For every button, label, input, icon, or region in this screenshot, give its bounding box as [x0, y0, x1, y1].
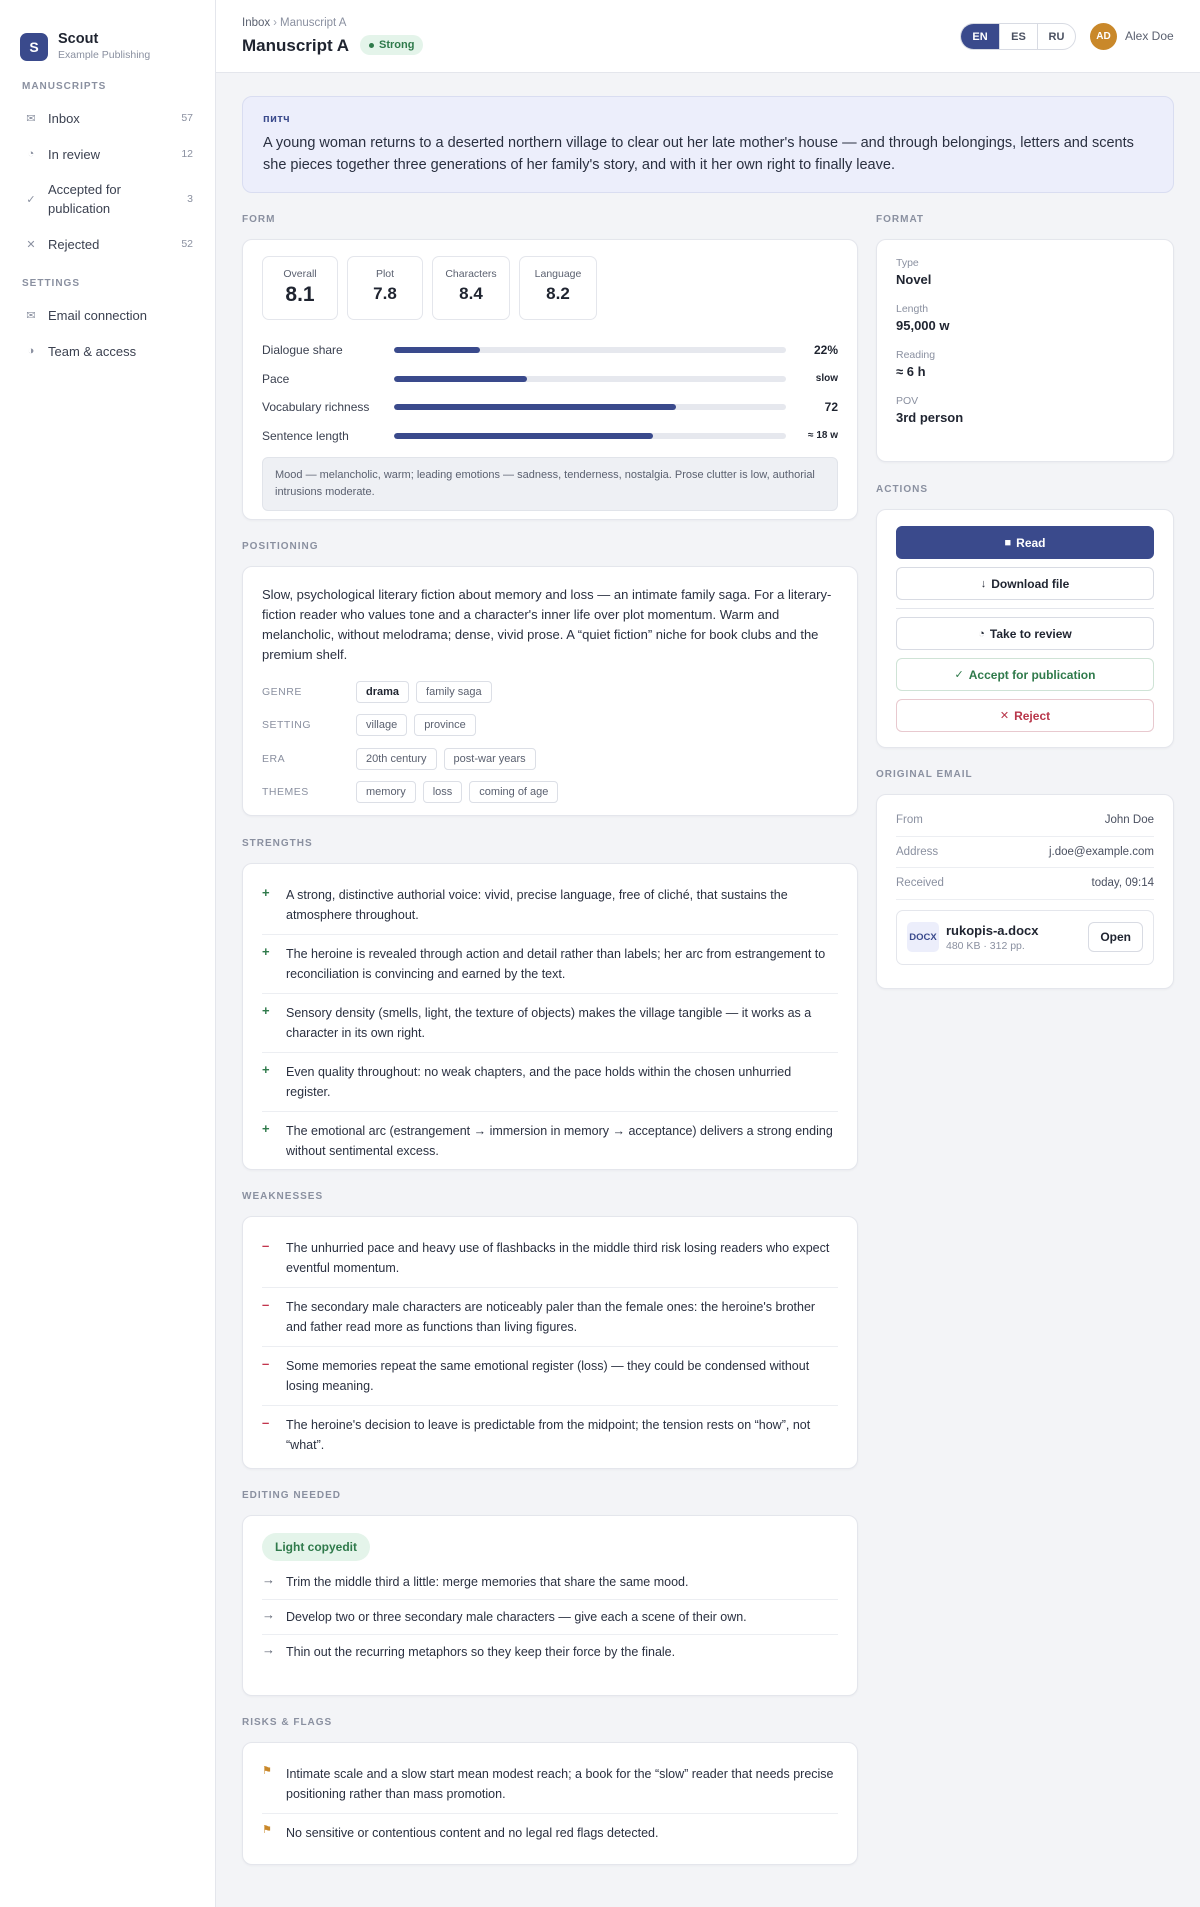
brand-name: Scout [58, 31, 99, 47]
email-value: today, 09:14 [1091, 877, 1154, 890]
list-item [262, 1755, 838, 1814]
score-characters [432, 256, 510, 320]
format-length [896, 303, 1154, 333]
lang-ru-button[interactable]: RU [1037, 24, 1075, 49]
tag: coming of age [469, 781, 558, 803]
tag: province [414, 714, 476, 736]
strengths-list [243, 864, 857, 1170]
section-manuscripts: MANUSCRIPTS [22, 81, 107, 92]
metric-value: 22% [813, 343, 838, 358]
pitch-panel [242, 96, 1174, 193]
avatar[interactable]: AD [1090, 23, 1117, 50]
attachment-meta: 480 KB · 312 pp. [946, 939, 1025, 952]
list-item-text: The heroine's decision to leave is predictable from the midpoint; the tension rests on “how”, not “what”. [286, 1418, 811, 1452]
risks-list [243, 1743, 857, 1852]
sidebar-item-count: 52 [181, 238, 193, 250]
header [216, 0, 1200, 73]
book-icon: ■ [1004, 536, 1012, 549]
flag-icon: ⚑ [262, 1765, 272, 1777]
metric-pace [262, 365, 838, 394]
format-value: ≈ 6 h [896, 364, 926, 379]
review-button-label: Take to review [989, 626, 1072, 641]
list-item [262, 994, 838, 1053]
metric-label: Sentence length [262, 428, 349, 443]
sidebar-item-label: In review [48, 146, 101, 162]
sidebar-item-count: 3 [187, 193, 193, 205]
brand-logo: S [20, 33, 48, 61]
format-card [876, 239, 1174, 462]
minus-icon: – [262, 1297, 270, 1312]
metric-bar [394, 433, 786, 439]
read-button-label: Read [1016, 535, 1046, 550]
list-item-text: No sensitive or contentious content and no legal red flags detected. [286, 1826, 659, 1840]
format-section-label: FORMAT [876, 214, 925, 225]
score-overall [262, 256, 338, 320]
accept-button[interactable] [896, 658, 1154, 691]
list-item-text: Trim the middle third a little: merge memories that share the same mood. [286, 1575, 689, 1589]
metric-bar [394, 404, 786, 410]
plus-icon: + [262, 1121, 270, 1136]
risks-section-label: RISKS & FLAGS [242, 1717, 333, 1728]
arrow-right-icon: → [262, 1572, 275, 1587]
user-name[interactable]: Alex Doe [1125, 29, 1174, 43]
metric-sentence-length [262, 422, 838, 451]
list-item-text: Intimate scale and a slow start mean modest reach; a book for the “slow” reader that needs precise positioning rather than mass promotion. [286, 1767, 834, 1801]
tag-row-label: GENRE [262, 685, 302, 698]
form-card [242, 239, 858, 520]
list-item [262, 1347, 838, 1406]
metric-dialogue-share [262, 336, 838, 365]
actions-section-label: ACTIONS [876, 484, 928, 495]
tag-row-label: THEMES [262, 786, 309, 799]
brand [0, 0, 215, 72]
strengths-section-label: STRENGTHS [242, 838, 313, 849]
metric-bar-fill [394, 404, 676, 410]
metric-label: Dialogue share [262, 343, 343, 358]
reject-button[interactable] [896, 699, 1154, 732]
brand-subtitle: Example Publishing [58, 49, 151, 61]
tag: family saga [416, 681, 492, 703]
list-item-text: Even quality throughout: no weak chapters, and the pace holds within the chosen unhurried register. [286, 1065, 792, 1099]
format-value: Novel [896, 272, 932, 287]
tag: memory [356, 781, 416, 803]
format-label: Reading [896, 349, 936, 361]
sidebar-item-in-review[interactable] [0, 136, 215, 172]
contrast-icon: ◑ [27, 345, 35, 357]
sidebar-item-count: 57 [181, 112, 193, 124]
sidebar-item-label: Team & access [48, 343, 137, 359]
metric-vocabulary-richness [262, 393, 838, 422]
email-value: John Doe [1104, 814, 1154, 827]
actions-list [877, 510, 1173, 756]
sidebar-item-count: 12 [181, 148, 193, 160]
format-label: POV [896, 395, 919, 407]
list-item-text: Sensory density (smells, light, the texture of objects) makes the village tangible — it works as a character in its own right. [286, 1006, 812, 1040]
divider [896, 608, 1154, 609]
list-item [262, 876, 838, 935]
close-icon: ✕ [999, 710, 1010, 722]
editing-card [242, 1515, 858, 1696]
list-item [262, 1053, 838, 1112]
metrics [243, 320, 857, 450]
plus-icon: + [262, 1003, 270, 1018]
metric-value: ≈ 18 w [808, 430, 838, 442]
breadcrumb [242, 17, 346, 29]
list-item [262, 1112, 838, 1170]
list-item [262, 1288, 838, 1347]
editing-list [243, 1561, 857, 1669]
list-item [262, 935, 838, 994]
form-section-label: FORM [242, 214, 276, 225]
format-value: 3rd person [896, 410, 964, 425]
metric-label: Vocabulary richness [262, 400, 370, 415]
weaknesses-list [243, 1217, 857, 1464]
sidebar-item-label: Accepted for publication [48, 182, 121, 216]
pitch-text: A young woman returns to a deserted northern village to clear out her late mother's house — and through belongings, letters and scents she pieces together three generations of her family's story, and with it her own right to finally leave. [263, 135, 1134, 173]
status-badge-label: Strong [379, 39, 415, 51]
section-settings: SETTINGS [22, 278, 81, 289]
breadcrumb-inbox-link[interactable]: Inbox [242, 17, 271, 29]
format-list [877, 240, 1173, 458]
sidebar-item-email-connection[interactable] [0, 297, 215, 333]
score-value: 8.1 [285, 283, 315, 306]
email-label: Received [896, 877, 944, 890]
score-value: 8.4 [459, 284, 483, 303]
list-item [262, 1565, 838, 1600]
email-card [876, 794, 1174, 989]
score-plot [347, 256, 423, 320]
lang-es-button[interactable]: ES [999, 24, 1037, 49]
metric-bar-fill [394, 376, 527, 382]
editing-section-label: EDITING NEEDED [242, 1490, 342, 1501]
format-value: 95,000 w [896, 318, 950, 333]
strengths-card [242, 863, 858, 1170]
email-address-row [896, 837, 1154, 869]
tag: drama [356, 681, 409, 703]
weaknesses-card [242, 1216, 858, 1469]
format-pov [896, 395, 1154, 425]
tag-row-genre [243, 675, 857, 709]
list-item-text: The secondary male characters are noticeably paler than the female ones: the heroine's brother and father read more as functions than living figures. [286, 1300, 816, 1334]
minus-icon: – [262, 1356, 270, 1371]
metric-bar [394, 376, 786, 382]
tag: post-war years [444, 748, 536, 770]
score-label: Plot [375, 268, 395, 280]
clock-icon: ◔ [27, 148, 35, 160]
tag-row-era [243, 742, 857, 776]
tag-row-label: SETTING [262, 719, 312, 732]
sidebar-item-team-access[interactable] [0, 333, 215, 369]
check-icon: ✓ [26, 193, 36, 206]
sidebar [0, 0, 216, 1907]
score-label: Overall [283, 268, 317, 280]
download-file-button[interactable] [896, 567, 1154, 600]
plus-icon: + [262, 1062, 270, 1077]
tag-row-themes [243, 776, 857, 810]
status-badge [360, 35, 423, 55]
sidebar-item-label: Email connection [48, 307, 147, 323]
clock-icon: ◔ [978, 627, 985, 640]
weaknesses-section-label: WEAKNESSES [242, 1191, 324, 1202]
tag-row-label: ERA [262, 752, 286, 765]
metric-value: slow [815, 373, 838, 385]
email-from-row [896, 805, 1154, 837]
pitch-label: питч [263, 113, 291, 125]
tag-row-setting [243, 709, 857, 743]
metric-label: Pace [262, 371, 290, 386]
list-item-text: Develop two or three secondary male characters — give each a scene of their own. [286, 1610, 747, 1624]
accept-button-label: Accept for publication [968, 667, 1096, 682]
metric-bar [394, 347, 786, 353]
minus-icon: – [262, 1415, 270, 1430]
tag: village [356, 714, 407, 736]
email-value: j.doe@example.com [1049, 845, 1154, 858]
sidebar-item-inbox[interactable] [0, 100, 215, 136]
email-label: From [896, 814, 923, 827]
list-item [262, 1635, 838, 1669]
email-label: Address [896, 845, 939, 858]
open-attachment-button[interactable]: Open [1088, 922, 1143, 952]
score-label: Characters [445, 268, 497, 280]
status-dot-icon [369, 43, 374, 48]
plus-icon: + [262, 885, 270, 900]
breadcrumb-current: Manuscript A [279, 17, 347, 29]
format-label: Type [896, 257, 919, 269]
list-item [262, 1229, 838, 1288]
metric-value: 72 [824, 400, 838, 415]
email-details [877, 795, 1173, 975]
list-item-text: A strong, distinctive authorial voice: vivid, precise language, free of cliché, that sustains the atmosphere throughout. [286, 888, 788, 922]
score-row [243, 240, 857, 320]
metric-bar-fill [394, 347, 480, 353]
risks-card [242, 1742, 858, 1865]
list-item-text: The heroine is revealed through action and detail rather than labels; her arc from estrangement to reconciliation is convincing and earned by the text. [286, 947, 826, 981]
close-icon: ✕ [26, 238, 36, 251]
plus-icon: + [262, 944, 270, 959]
minus-icon: – [262, 1238, 270, 1253]
actions-card [876, 509, 1174, 748]
arrow-right-icon: → [262, 1642, 275, 1657]
score-value: 8.2 [546, 284, 570, 303]
email-received-row [896, 868, 1154, 900]
docx-file-icon: DOCX [907, 922, 939, 952]
arrow-right-icon: → [262, 1607, 275, 1622]
score-label: Language [534, 268, 582, 280]
list-item-text: Some memories repeat the same emotional register (loss) — they could be condensed without losing meaning. [286, 1359, 810, 1393]
language-switcher [960, 23, 1076, 50]
attachment-name: rukopis-a.docx [946, 922, 1039, 938]
list-item-text: Thin out the recurring metaphors so they keep their force by the finale. [286, 1645, 676, 1659]
list-item [262, 1600, 838, 1635]
sidebar-item-rejected[interactable] [0, 226, 215, 262]
mail-icon: ✉ [26, 309, 36, 322]
reject-button-label: Reject [1014, 708, 1051, 723]
check-icon: ✓ [954, 669, 964, 681]
flag-icon: ⚑ [262, 1824, 272, 1836]
page-title: Manuscript A [242, 36, 350, 55]
take-to-review-button[interactable] [896, 617, 1154, 650]
positioning-card [242, 566, 858, 816]
format-label: Length [896, 303, 929, 315]
score-value: 7.8 [373, 284, 397, 303]
list-item-text: The emotional arc (estrangement → immersion in memory → acceptance) delivers a strong ending without sentimental excess. [286, 1124, 833, 1158]
format-reading [896, 349, 1154, 379]
metric-bar-fill [394, 433, 653, 439]
email-section-label: ORIGINAL EMAIL [876, 769, 973, 780]
download-button-label: Download file [991, 576, 1070, 591]
sidebar-item-label: Inbox [48, 110, 80, 126]
sidebar-item-accepted[interactable] [0, 172, 215, 226]
list-item [262, 1406, 838, 1464]
score-language [519, 256, 597, 320]
mail-icon: ✉ [26, 112, 36, 125]
editing-level-badge: Light copyedit [262, 1533, 370, 1561]
breadcrumb-separator: › [273, 17, 277, 29]
download-icon: ↓ [980, 577, 987, 590]
lang-en-button[interactable]: EN [961, 24, 999, 49]
tag: loss [423, 781, 463, 803]
mood-note: Mood — melancholic, warm; leading emotions — sadness, tenderness, nostalgia. Prose clutter is low, authorial intrusions moderate. [262, 457, 838, 511]
format-type [896, 257, 1154, 287]
list-item-text: The unhurried pace and heavy use of flashbacks in the middle third risk losing readers who expect eventful momentum. [286, 1241, 830, 1275]
attachment [896, 910, 1154, 965]
read-button[interactable] [896, 526, 1154, 559]
tag: 20th century [356, 748, 437, 770]
positioning-section-label: POSITIONING [242, 541, 319, 552]
sidebar-item-label: Rejected [48, 236, 100, 252]
list-item [262, 1814, 838, 1852]
positioning-text: Slow, psychological literary fiction about memory and loss — an intimate family saga. For a literary-fiction reader who values tone and a character's inner life over plot momentum. Warm and melancholic, without melodrama; dense, vivid prose. A “quiet fiction” niche for book clubs and the premium shelf. [262, 587, 832, 662]
